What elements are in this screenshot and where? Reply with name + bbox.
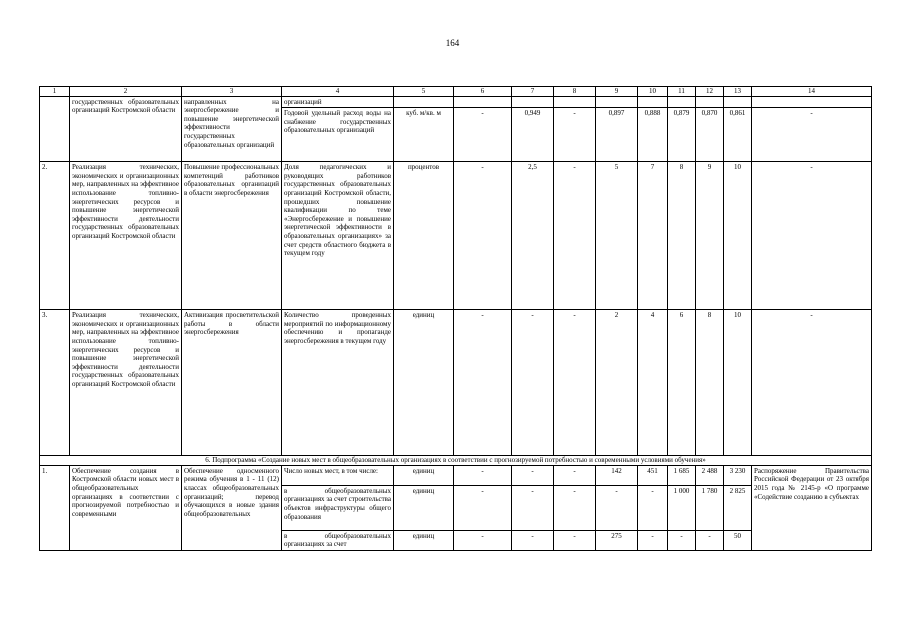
column-header: 14: [752, 87, 872, 97]
indicator-cell: Годовой удельный расход воды на снабжение государственных образовательных организаций: [282, 108, 394, 162]
note-cell: Распоряжение Правительства Российской Федерации от 23 октября 2015 года № 2145-р «О программе «Содействие созданию в субъектах: [752, 465, 872, 550]
indicator-cell: организаций: [282, 96, 394, 108]
value-cell: 0,897: [596, 108, 638, 162]
column-header: 12: [696, 87, 724, 97]
value-cell: -: [512, 465, 554, 485]
column-number-row: [40, 87, 872, 97]
value-cell: -: [454, 530, 512, 550]
value-cell: -: [596, 485, 638, 530]
value-cell: 5: [596, 162, 638, 310]
value-cell: -: [554, 485, 596, 530]
value-cell: 0,861: [724, 108, 752, 162]
unit-cell: единиц: [394, 310, 454, 456]
column-header: 6: [454, 87, 512, 97]
value-cell: -: [454, 162, 512, 310]
task-cell: государственных образовательных организаций Костромской области: [70, 96, 182, 162]
value-cell: 451: [638, 465, 668, 485]
row-number: 1.: [40, 465, 70, 550]
value-cell: -: [554, 162, 596, 310]
value-cell: 4: [638, 310, 668, 456]
value-cell: -: [454, 108, 512, 162]
note-cell: -: [752, 310, 872, 456]
table-row: [40, 162, 872, 310]
row-number: 2.: [40, 162, 70, 310]
column-header: 10: [638, 87, 668, 97]
value-cell: -: [454, 310, 512, 456]
value-cell: -: [638, 485, 668, 530]
unit-cell: куб. м/кв. м: [394, 108, 454, 162]
value-cell: 275: [596, 530, 638, 550]
column-header: 7: [512, 87, 554, 97]
value-cell: -: [554, 530, 596, 550]
indicators-table: [39, 86, 872, 551]
value-cell: 50: [724, 530, 752, 550]
value-cell: 6: [668, 310, 696, 456]
activity-cell: Повышение профессиональных компетенций работников образовательных организаций в области энергосбережения: [182, 162, 282, 310]
value-cell: 8: [696, 310, 724, 456]
value-cell: 0,888: [638, 108, 668, 162]
indicator-cell: Доля педагогических и руководящих работников государственных образовательных организаций Костромской области, прошедших повышение квалификации по теме «Энергосбережение и повышение энергетической эффективности в образовательных организациях» за счет средств областного бюджета в текущем году: [282, 162, 394, 310]
unit-cell: единиц: [394, 465, 454, 485]
indicator-cell: в общеобразовательных организациях за счет: [282, 530, 394, 550]
column-header: 1: [40, 87, 70, 97]
value-cell: 2 488: [696, 465, 724, 485]
table-row: [40, 310, 872, 456]
table-row: [40, 465, 872, 485]
column-header: 5: [394, 87, 454, 97]
note-cell: -: [752, 108, 872, 162]
unit-cell: единиц: [394, 485, 454, 530]
column-header: 8: [554, 87, 596, 97]
task-cell: Реализация технических, экономических и организационных мер, направленных на эффективное использование топливно-энергетических ресурсов и повышение энергетической эффективности деятельности государственных образовательных организаций Костромской области: [70, 162, 182, 310]
indicator-cell: Количество проведенных мероприятий по информационному обеспечению и пропаганде энергосбережения в текущем году: [282, 310, 394, 456]
column-header: 9: [596, 87, 638, 97]
row-number: [40, 96, 70, 162]
task-cell: Обеспечение создания в Костромской области новых мест в общеобразовательных организациях в соответствии с прогнозируемой потребностью и современными: [70, 465, 182, 550]
value-cell: 10: [724, 162, 752, 310]
value-cell: -: [554, 465, 596, 485]
activity-cell: Обеспечение односменного режима обучения в 1 - 11 (12) классах общеобразовательных организаций; перевод обучающихся в новые здания общеобразовательных: [182, 465, 282, 550]
value-cell: 0,870: [696, 108, 724, 162]
value-cell: -: [554, 310, 596, 456]
activity-cell: направленных на энергосбережение и повышение энергетической эффективности государственных образовательных организаций: [182, 96, 282, 162]
unit-cell: единиц: [394, 530, 454, 550]
value-cell: 1 685: [668, 465, 696, 485]
value-cell: 7: [638, 162, 668, 310]
value-cell: -: [512, 310, 554, 456]
value-cell: 3 230: [724, 465, 752, 485]
value-cell: 0,949: [512, 108, 554, 162]
section-title: 6. Подпрограмма «Создание новых мест в общеобразовательных организациях в соответствии с прогнозируемой потребностью и современными условиями обучения»: [40, 456, 872, 466]
activity-cell: Активизация просветительской работы в области энергосбережения: [182, 310, 282, 456]
column-header: 11: [668, 87, 696, 97]
value-cell: -: [638, 530, 668, 550]
column-header: 4: [282, 87, 394, 97]
value-cell: -: [512, 530, 554, 550]
value-cell: 1 780: [696, 485, 724, 530]
value-cell: 2,5: [512, 162, 554, 310]
column-header: 13: [724, 87, 752, 97]
value-cell: 142: [596, 465, 638, 485]
note-cell: -: [752, 162, 872, 310]
column-header: 2: [70, 87, 182, 97]
value-cell: 10: [724, 310, 752, 456]
value-cell: 1 000: [668, 485, 696, 530]
value-cell: -: [668, 530, 696, 550]
section-row: [40, 456, 872, 466]
indicator-cell: в общеобразовательных организациях за счет строительства объектов инфраструктуры общего образования: [282, 485, 394, 530]
value-cell: 8: [668, 162, 696, 310]
value-cell: 2 825: [724, 485, 752, 530]
unit-cell: [394, 96, 454, 108]
value-cell: -: [554, 108, 596, 162]
value-cell: 2: [596, 310, 638, 456]
task-cell: Реализация технических, экономических и организационных мер, направленных на эффективное использование топливно-энергетических ресурсов и повышение энергетической эффективности деятельности государственных образовательных организаций Костромской области: [70, 310, 182, 456]
value-cell: 0,879: [668, 108, 696, 162]
row-number: 3.: [40, 310, 70, 456]
table-row: [40, 96, 872, 108]
indicator-cell: Число новых мест, в том числе:: [282, 465, 394, 485]
value-cell: -: [696, 530, 724, 550]
page-number: 164: [445, 38, 460, 48]
value-cell: 9: [696, 162, 724, 310]
unit-cell: процентов: [394, 162, 454, 310]
column-header: 3: [182, 87, 282, 97]
value-cell: -: [454, 465, 512, 485]
value-cell: -: [454, 485, 512, 530]
value-cell: -: [512, 485, 554, 530]
